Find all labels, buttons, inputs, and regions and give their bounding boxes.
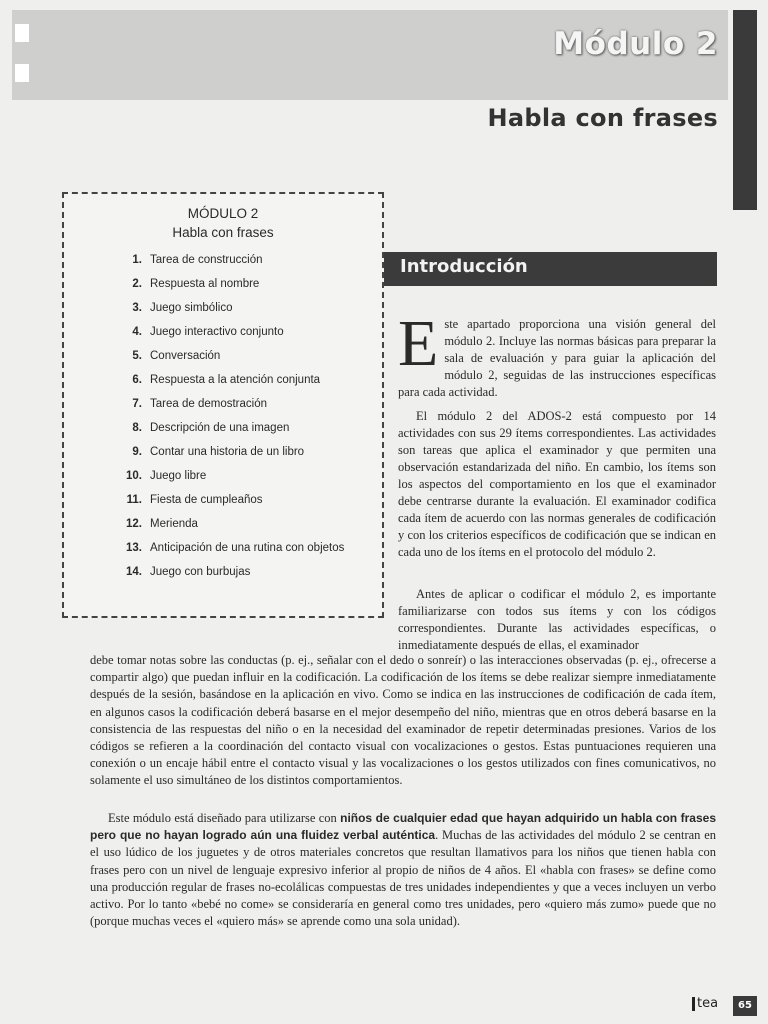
contents-item: 13. Anticipación de una rutina con objetos [126, 542, 345, 554]
paragraph-target-population [90, 810, 716, 930]
drop-cap: E [398, 307, 439, 380]
logo-icon [692, 997, 695, 1011]
page-number: 65 [733, 996, 757, 1016]
contents-title: MÓDULO 2 [187, 206, 259, 221]
contents-box [62, 192, 384, 618]
contents-item: 5. Conversación [132, 350, 221, 362]
contents-item: 12. Merienda [126, 518, 198, 530]
contents-item: 3. Juego simbólico [132, 302, 233, 314]
contents-item: 8. Descripción de una imagen [132, 422, 290, 434]
contents-item: 7. Tarea de demostración [132, 398, 267, 410]
paragraph-coding-continued: debe tomar notas sobre las conductas (p. ej., señalar con el dedo o sonreír) o las interacciones observadas (p. ej., ofrecerse a compartir algo) que puedan influir en la codificación. La codificación de los ítems se debe realizar siempre inmediatamente después de la sesión, basándose en la aplicación en vivo. Como se indica en las instrucciones de codificación de cada ítem, en algunos casos la codificación deberá basarse en el mejor desempeño del niño, mientras que en otros deberá basarse en la consistencia de las respuestas del niño o en la necesidad del examinador de repetir determinadas presiones. Varios de los códigos se refieren a la coordinación del contacto visual con vocalizaciones o gestos. Estas puntuaciones requieren una conexión o un encaje hábil entre el contacto visual y las vocalizaciones o los gestos utilizados con fines comunicativos, no solamente el uso simultáneo de los distintos comportamientos. [90, 653, 716, 788]
publisher-logo: tea [692, 996, 718, 1011]
contents-item: 4. Juego interactivo conjunto [132, 326, 284, 338]
contents-item: 1. Tarea de construcción [132, 254, 263, 266]
contents-item: 2. Respuesta al nombre [132, 278, 260, 290]
contents-list [64, 254, 382, 590]
margin-mark [15, 24, 29, 42]
contents-item: 6. Respuesta a la atención conjunta [132, 374, 321, 386]
section-heading: Introducción [400, 256, 528, 277]
chapter-side-tab [733, 10, 757, 210]
contents-subtitle: Habla con frases [172, 225, 274, 240]
paragraph-coding-start: Antes de aplicar o codificar el módulo 2, es importante familiarizarse con todos sus ítems y con los códigos correspondientes. Durante las actividades específicas, o inmediatamente después de ellas, el examinador [398, 587, 716, 652]
paragraph-text: . Muchas de las actividades del módulo 2 se centran en el uso lúdico de los juguetes y de otros materiales concretos que resultan llamativos para los niños que tienen habla con frases pero con un nivel de lenguaje expresivo inferior al propio de niños de 4 años. El «habla con frases» se define como una producción regular de frases no-ecolálicas compuestas de tres unidades independientes y que a veces incluyen un verbo activo. Por lo tanto «bebé no come» se consideraría en general como tres unidades, pero «quiero más zumo» puede que no (porque muchas veces el «quiero más» se aprende como una sola unidad). [90, 828, 716, 929]
paragraph-emphasis: niños de cualquier edad que hayan adquirido un habla con frases pero que no hayan logrado aún una fluidez verbal auténtica [90, 811, 716, 843]
contents-item: 14. Juego con burbujas [126, 566, 251, 578]
margin-mark [15, 64, 29, 82]
module-title: Módulo 2 [553, 26, 718, 62]
paragraph-structure: El módulo 2 del ADOS-2 está compuesto por 14 actividades con sus 29 ítems correspondientes. Las actividades son tareas que aplica el examinador y que permiten una observación estandarizada del niño. En cambio, los ítems son los aspectos del comportamiento en los que el examinador debe centrarse durante la evaluación. El examinador codifica cada ítem de acuerdo con las normas generales de codificación y con los criterios específicos de codificación que se indican en cada uno de los ítems en el protocolo del módulo 2. [398, 409, 716, 559]
chapter-title: Habla con frases [487, 104, 718, 132]
section-heading-bar [384, 252, 717, 286]
intro-paragraph [398, 307, 716, 401]
paragraph-text: Este módulo está diseñado para utilizarse con [108, 811, 341, 825]
contents-item: 11. Fiesta de cumpleaños [126, 494, 263, 506]
intro-paragraph-text: ste apartado proporciona una visión general del módulo 2. Incluye las normas básicas para preparar la sala de evaluación y para guiar la aplicación del módulo 2, seguidas de las instrucciones específicas para cada actividad. [398, 317, 716, 399]
contents-item: 10. Juego libre [126, 470, 207, 482]
contents-item: 9. Contar una historia de un libro [132, 446, 305, 458]
